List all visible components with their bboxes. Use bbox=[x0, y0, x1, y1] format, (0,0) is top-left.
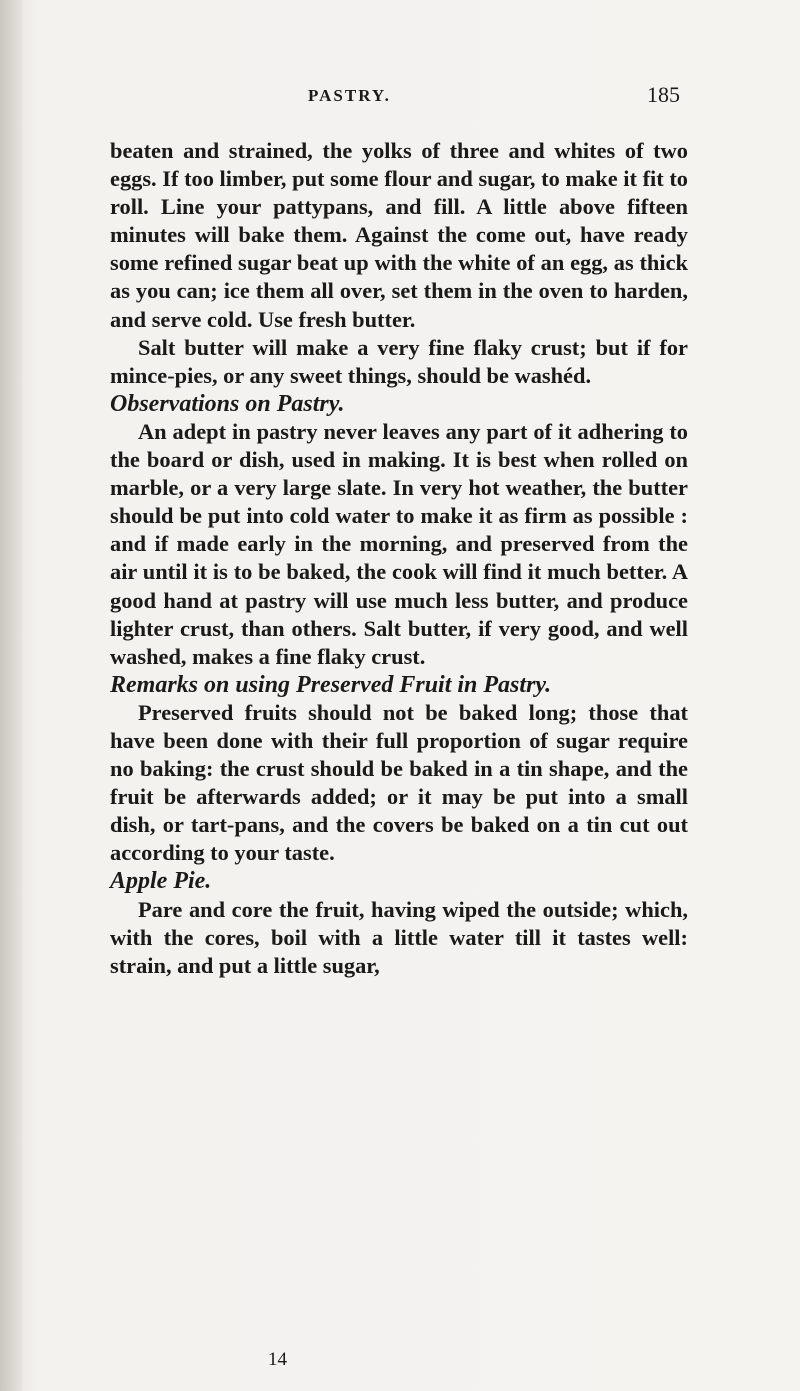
page-gutter bbox=[0, 0, 22, 1391]
paragraph-salt-butter: Salt butter will make a very fine flaky crust; but if for mince-pies, or any sweet things, should be washéd. bbox=[110, 334, 688, 388]
paragraph-apple-pie: Pare and core the fruit, having wiped the outside; which, with the cores, boil with a little water till it tastes well: strain, and put a little sugar, bbox=[110, 896, 688, 978]
paragraph-observations: An adept in pastry never leaves any part of it adhering to the board or dish, used in making. It is best when rolled on marble, or a very large slate. In very hot weather, the butter should be put into cold water to make it as firm as possible : and if made early in the morning, and preserved from the air until it is to be baked, the cook will find it much better. A good hand at pastry will use much less butter, and produce lighter crust, than others. Salt butter, if very good, and well washed, makes a fine flaky crust. bbox=[110, 418, 688, 669]
page-header bbox=[300, 82, 680, 112]
signature-mark: 14 bbox=[268, 1349, 287, 1370]
paragraph-continued: beaten and strained, the yolks of three and whites of two eggs. If too limber, put some flour and sugar, to make it fit to roll. Line your pattypans, and fill. A little above fifteen minutes will bake them. Against the come out, have ready some refined sugar beat up with the white of an egg, as thick as you can; ice them all over, set them in the oven to harden, and serve cold. Use fresh butter. bbox=[110, 138, 688, 332]
heading-remarks-preserved-fruit: Remarks on using Preserved Fruit in Pastry. bbox=[110, 671, 552, 698]
heading-apple-pie: Apple Pie. bbox=[110, 868, 212, 895]
running-head: PASTRY. bbox=[308, 86, 391, 105]
paragraph-preserved-fruits: Preserved fruits should not be baked long; those that have been done with their full proportion of sugar require no baking: the crust should be baked in a tin shape, and the fruit be afterwards added; or it may be put into a small dish, or tart-pans, and the covers be baked on a tin cut out according to your taste. bbox=[110, 699, 688, 866]
heading-observations-on-pastry: Observations on Pastry. bbox=[110, 390, 345, 417]
page-number: 185 bbox=[647, 82, 680, 107]
page-text bbox=[110, 137, 688, 980]
